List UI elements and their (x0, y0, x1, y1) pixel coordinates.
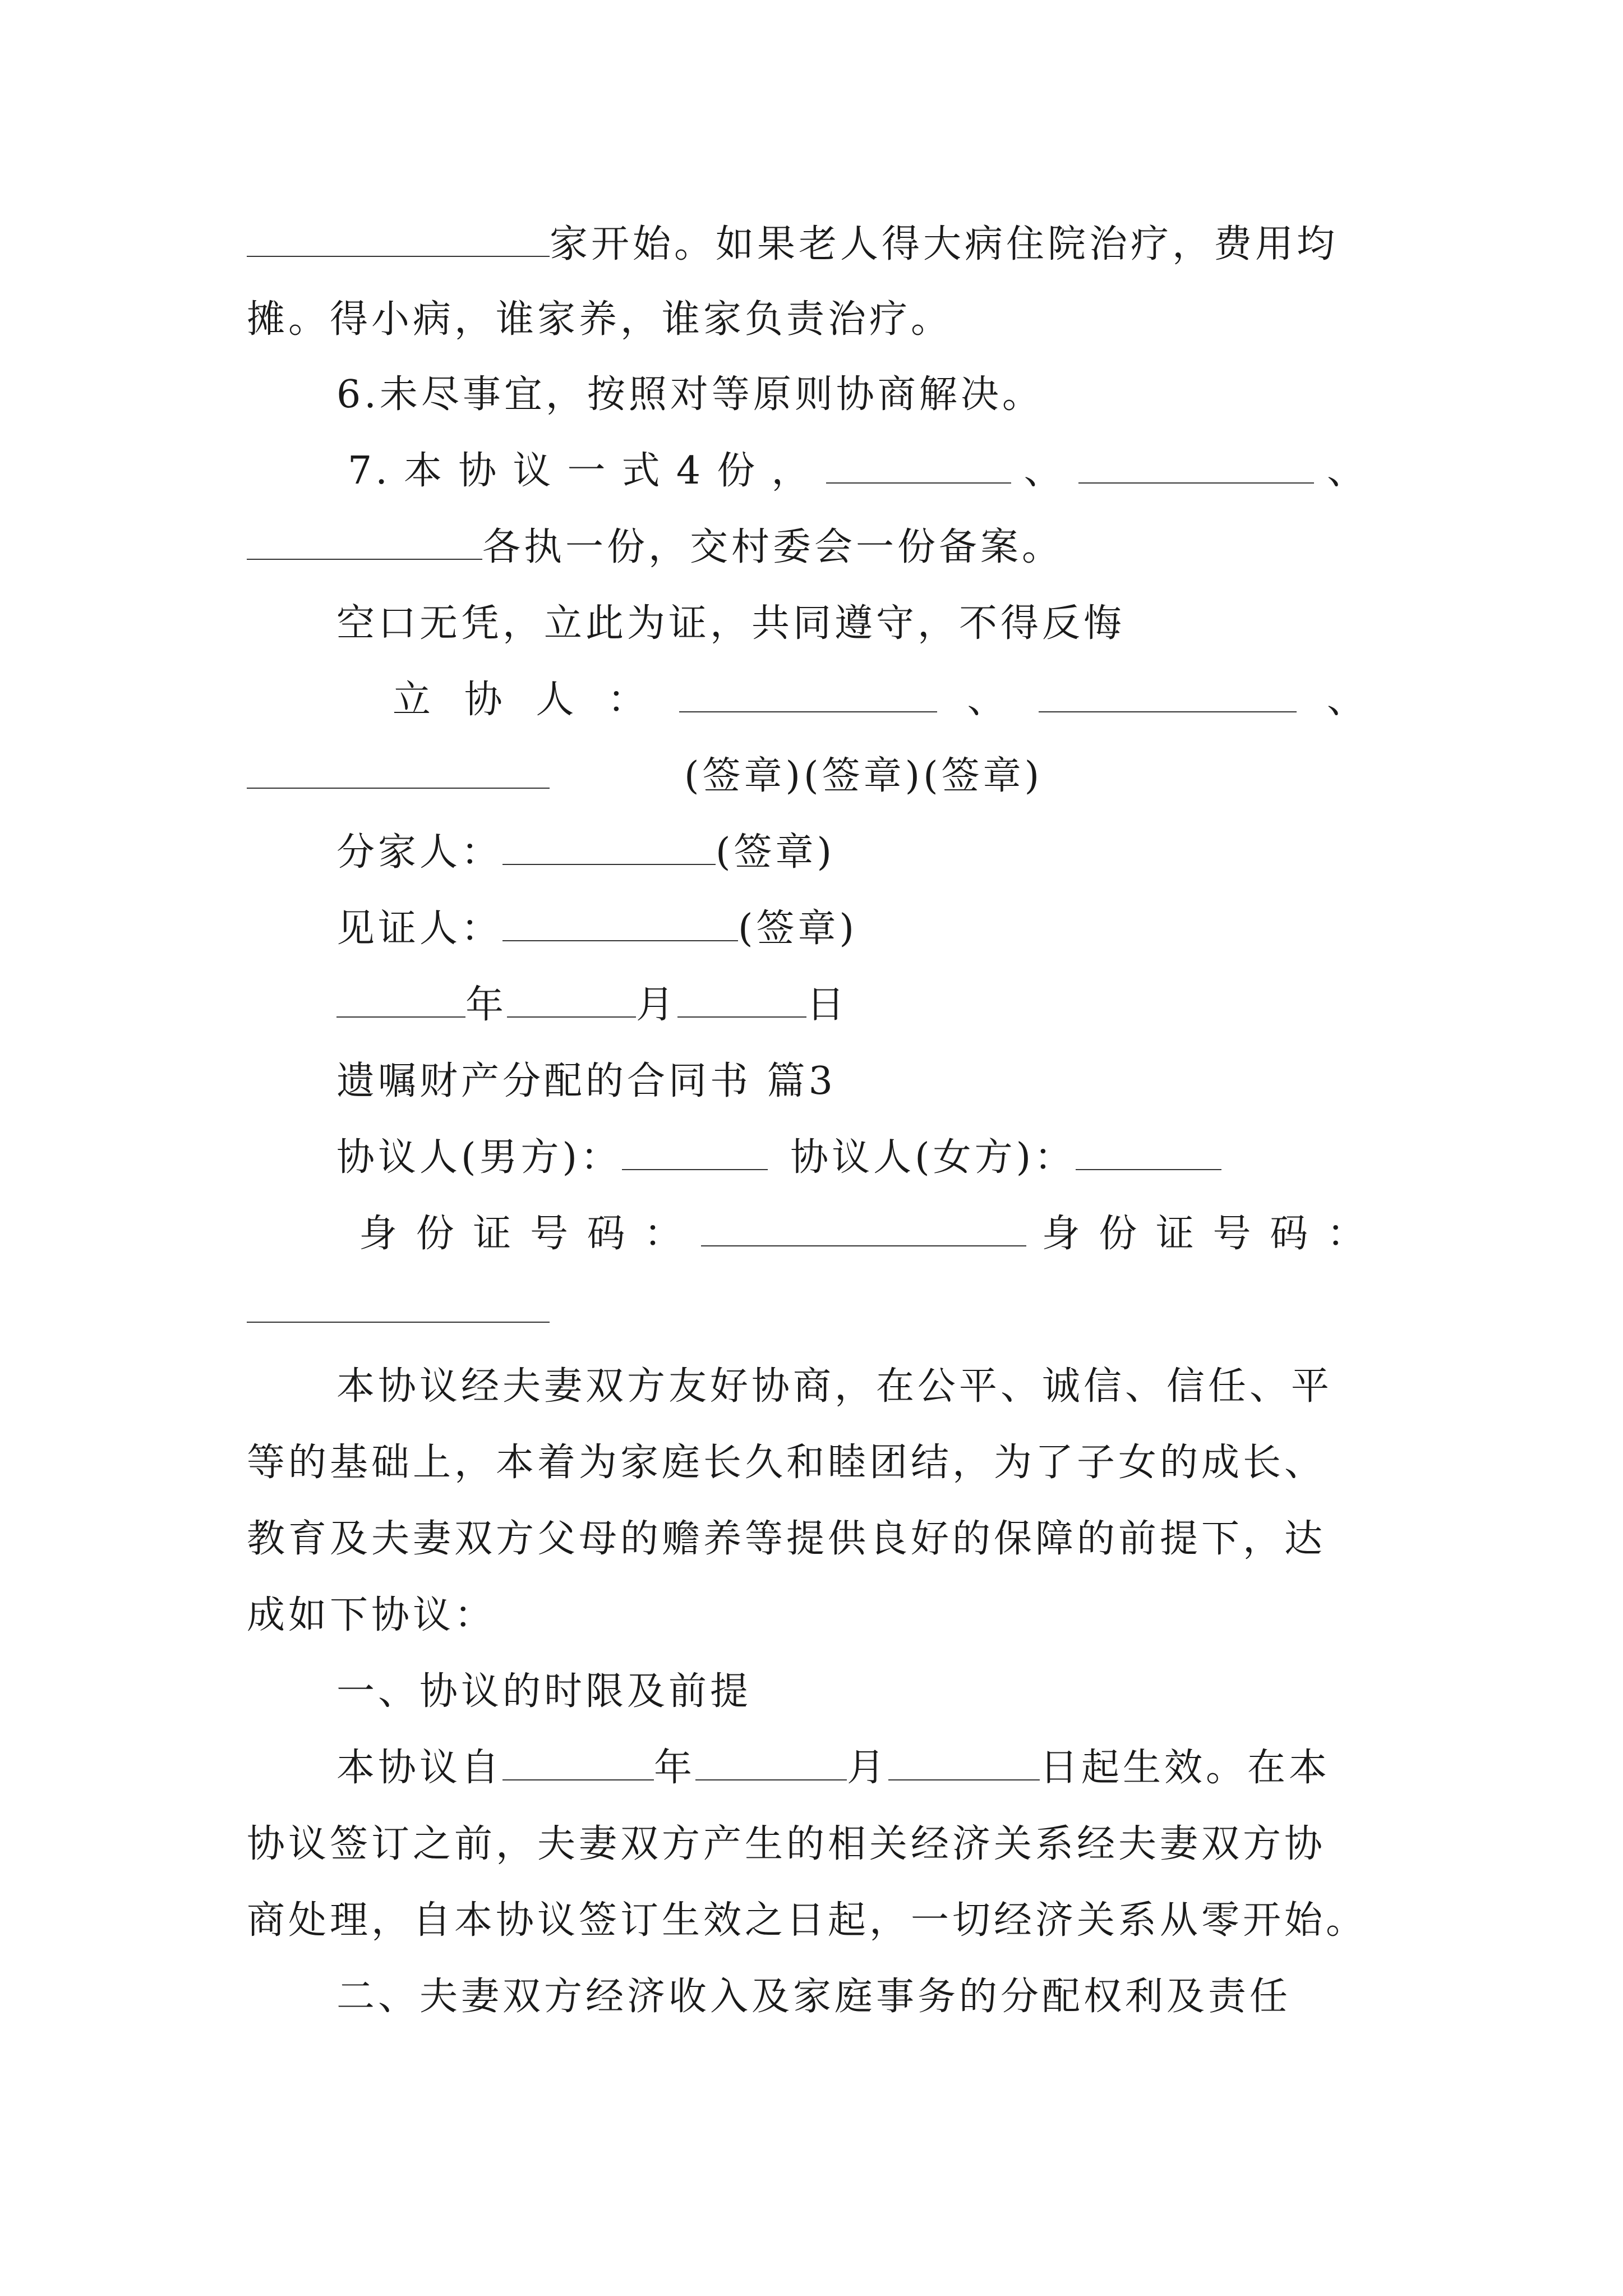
paragraph-text: 空口无凭，立此为证，共同遵守，不得反悔 (336, 601, 1126, 646)
separator: 、 (1326, 678, 1368, 722)
heading-1 (336, 1665, 1486, 1719)
section-3-title: 遗嘱财产分配的合同书 篇3 (336, 1059, 836, 1103)
separator: 、 (1023, 449, 1066, 493)
blank-field[interactable] (502, 904, 738, 941)
blank-field[interactable] (695, 1743, 847, 1780)
clause-6: 6.未尽事宜，按照对等原则协商解决。 (336, 372, 1044, 417)
paragraph-2-line-3 (247, 1894, 1396, 1948)
blank-field[interactable] (677, 981, 806, 1018)
blank-field[interactable] (1039, 675, 1297, 712)
clause-7-number: 7. (348, 449, 391, 493)
id-label-char: 证 (1155, 1212, 1197, 1256)
line-6 (336, 597, 1486, 651)
blank-field[interactable] (507, 981, 636, 1018)
blank-field[interactable] (1078, 447, 1314, 484)
id-label-char: 号 (1212, 1212, 1255, 1256)
blank-field[interactable] (247, 523, 482, 560)
paragraph-text: 本协议自 (336, 1746, 503, 1790)
line-7 (393, 673, 1368, 727)
id-label-char: 份 (416, 1212, 458, 1256)
paragraph-text: 日起生效。在本 (1040, 1746, 1331, 1790)
signature-stamp: (签章) (738, 907, 858, 951)
female-party-label: 协议人(女方)： (790, 1135, 1076, 1180)
paragraph-text: 本协议经夫妻双方友好协商，在公平、诚信、信任、平 (336, 1364, 1333, 1409)
date-month: 月 (847, 1746, 889, 1790)
line-9 (336, 826, 1486, 880)
clause-7-char: 协 (458, 449, 500, 493)
date-year: 年 (465, 983, 508, 1027)
heading-text: 一、协议的时限及前提 (336, 1669, 752, 1714)
blank-field[interactable] (502, 828, 716, 865)
paragraph-1-line-4 (247, 1589, 1396, 1642)
male-party-label: 协议人(男方)： (336, 1135, 623, 1180)
separator: 、 (967, 678, 1009, 722)
clause-7-char: 本 (404, 449, 446, 493)
line-4 (348, 444, 1368, 498)
heading-2 (336, 1970, 1486, 2024)
line-15 (247, 1283, 1396, 1337)
paragraph-1-line-1 (336, 1360, 1486, 1414)
line-14 (359, 1207, 1368, 1261)
paragraph-text: 摊。得小病，谁家养，谁家负责治疗。 (247, 297, 953, 342)
blank-field[interactable] (701, 1209, 1026, 1246)
clause-7-char: 议 (513, 449, 555, 493)
paragraph-1-line-2 (247, 1436, 1396, 1490)
paragraph-text: 各执一份，交村委会一份备案。 (482, 525, 1064, 569)
blank-field[interactable] (502, 1743, 654, 1780)
id-label-char: 证 (473, 1212, 515, 1256)
paragraph-2-line-1 (336, 1741, 1486, 1795)
line-1 (247, 218, 1396, 272)
signer-label-char: 立 (393, 678, 435, 722)
blank-field[interactable] (1076, 1133, 1221, 1170)
paragraph-2-line-2 (247, 1818, 1396, 1871)
blank-field[interactable] (247, 1286, 550, 1323)
id-label-char: 身 (1041, 1212, 1083, 1256)
signature-stamp: (签章) (716, 830, 836, 875)
clause-7-char: ， (771, 449, 813, 493)
paragraph-text: 等的基础上，本着为家庭长久和睦团结，为了子女的成长、 (247, 1441, 1326, 1485)
line-8 (247, 749, 1396, 803)
id-label-char: 码 (1270, 1212, 1312, 1256)
id-label-char: 号 (529, 1212, 571, 1256)
id-label-char: 码 (587, 1212, 629, 1256)
date-day: 日 (806, 983, 849, 1027)
clause-7-char: 4 (676, 449, 704, 493)
id-label-char: 份 (1099, 1212, 1141, 1256)
paragraph-1-line-3 (247, 1512, 1396, 1566)
date-year: 年 (654, 1746, 696, 1790)
line-2 (247, 293, 1396, 347)
clause-7-char: 式 (621, 449, 663, 493)
paragraph-text: 商处理，自本协议签订生效之日起，一切经济关系从零开始。 (247, 1898, 1368, 1943)
blank-field[interactable] (622, 1133, 768, 1170)
signature-stamps: (签章)(签章)(签章) (684, 754, 1043, 798)
signer-label-char: ： (607, 678, 649, 722)
clause-7-char: 份 (717, 449, 759, 493)
id-label-char: 身 (359, 1212, 401, 1256)
paragraph-text: 家开始。如果老人得大病住院治疗，费用均 (550, 222, 1339, 266)
blank-field[interactable] (247, 752, 550, 789)
line-3 (336, 368, 1486, 422)
blank-field[interactable] (336, 981, 465, 1018)
heading-text: 二、夫妻双方经济收入及家庭事务的分配权利及责任 (336, 1975, 1292, 2019)
signer-label-char: 人 (536, 678, 578, 722)
line-11-date (336, 978, 1486, 1032)
blank-field[interactable] (679, 675, 937, 712)
paragraph-text: 协议签订之前，夫妻双方产生的相关经济关系经夫妻双方协 (247, 1822, 1326, 1866)
signer-label-char: 协 (464, 678, 506, 722)
blank-field[interactable] (247, 220, 550, 257)
witness-label: 见证人： (336, 907, 503, 951)
line-13 (336, 1131, 1486, 1185)
date-month: 月 (636, 983, 678, 1027)
line-5 (247, 521, 1396, 574)
id-label-char: ： (644, 1212, 686, 1256)
blank-field[interactable] (888, 1743, 1040, 1780)
separator: 、 (1326, 449, 1368, 493)
clause-7-char: 一 (567, 449, 609, 493)
paragraph-text: 教育及夫妻双方父母的赡养等提供良好的保障的前提下，达 (247, 1517, 1326, 1561)
family-member-label: 分家人： (336, 830, 503, 875)
blank-field[interactable] (826, 447, 1011, 484)
section-title (336, 1055, 1486, 1108)
paragraph-text: 成如下协议： (247, 1593, 496, 1637)
line-10 (336, 902, 1486, 956)
id-label-char: ： (1326, 1212, 1368, 1256)
